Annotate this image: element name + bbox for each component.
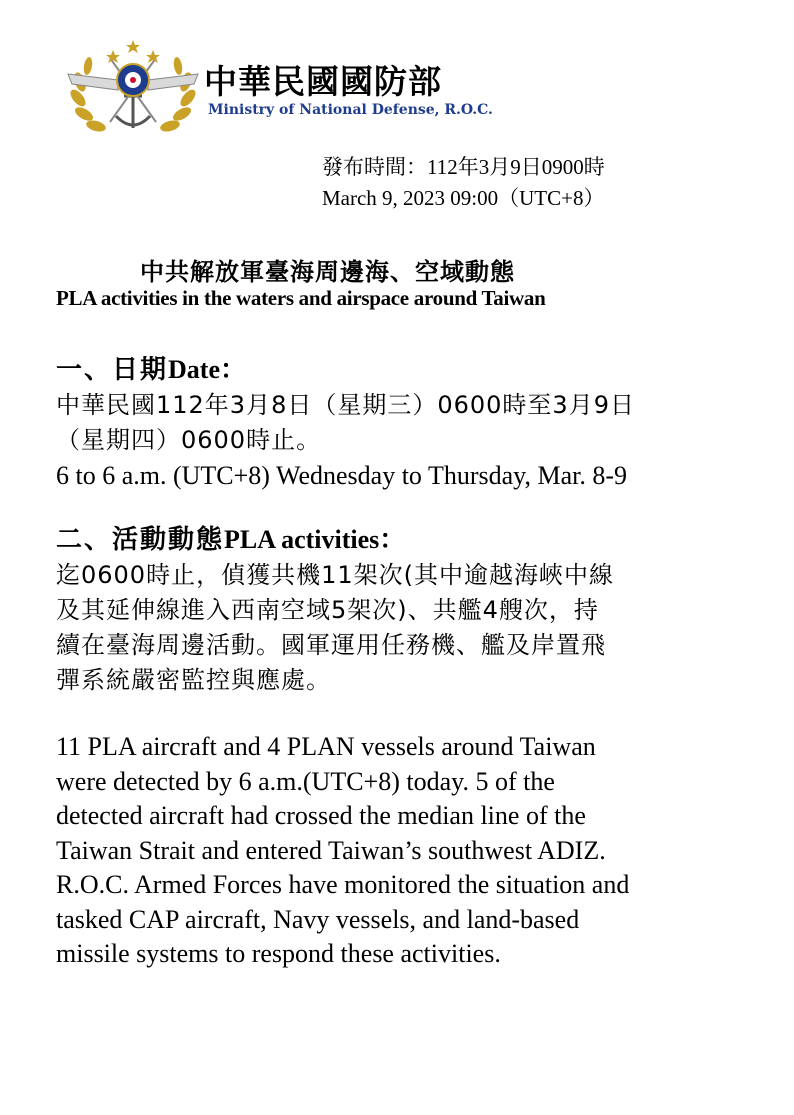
date-line-zh-2: （星期四）0600時止。 [56,426,322,454]
section-date-heading [56,352,766,388]
date-line-zh-1: 中華民國112年3月8日（星期三）0600時至3月9日 [56,391,635,419]
section-activities-heading-en: PLA activities： [224,525,406,554]
activities-line-en-7: missile systems to respond these activities. [56,939,501,968]
release-time-en: March 9, 2023 09:00（UTC+8） [322,186,605,210]
activities-line-zh-2: 及其延伸線進入西南空域5架次)、共艦4艘次，持 [56,596,599,624]
section-date-heading-zh: 一、日期 [56,355,169,385]
activities-line-zh-4: 彈系統嚴密監控與應處。 [56,666,331,694]
section-activities [56,522,766,698]
title-en: PLA activities in the waters and airspace around Taiwan [56,286,546,310]
date-line-en: 6 to 6 a.m. (UTC+8) Wednesday to Thursday, Mar. 8-9 [56,461,627,490]
activities-line-en-2: were detected by 6 a.m.(UTC+8) today. 5 of the [56,766,555,796]
section-activities-heading-zh: 二、活動動態 [56,525,225,555]
activities-line-en-4: Taiwan Strait and entered Taiwan’s southwest ADIZ. [56,835,606,865]
activities-line-en-5: R.O.C. Armed Forces have monitored the situation and [56,870,630,899]
ministry-emblem [58,30,208,140]
activities-line-zh-1: 迄0600時止，偵獲共機11架次(其中逾越海峽中線 [56,561,614,589]
release-time-zh: 發布時間：112年3月9日0900時 [322,155,605,179]
org-name-en: Ministry of National Defense, R.O.C. [208,102,493,118]
activities-line-en-6: tasked CAP aircraft, Navy vessels, and land-based [56,904,580,934]
title-zh: 中共解放軍臺海周邊海、空域動態 [140,258,515,286]
org-name-zh: 中華民國國防部 [204,62,442,101]
release-time [322,152,605,214]
section-date [56,352,766,493]
letterhead [58,30,518,140]
activities-paragraph-en [56,730,766,972]
activities-line-en-3: detected aircraft had crossed the median line of the [56,801,586,830]
activities-line-zh-3: 續在臺海周邊活動。國軍運用任務機、艦及岸置飛 [56,631,606,659]
wreath-left-icon [68,56,107,133]
section-date-heading-en: Date： [168,355,246,384]
section-activities-heading [56,522,766,558]
stars-icon [106,40,160,63]
wreath-right-icon [159,56,198,133]
activities-line-en-1: 11 PLA aircraft and 4 PLAN vessels around Taiwan [56,732,596,761]
